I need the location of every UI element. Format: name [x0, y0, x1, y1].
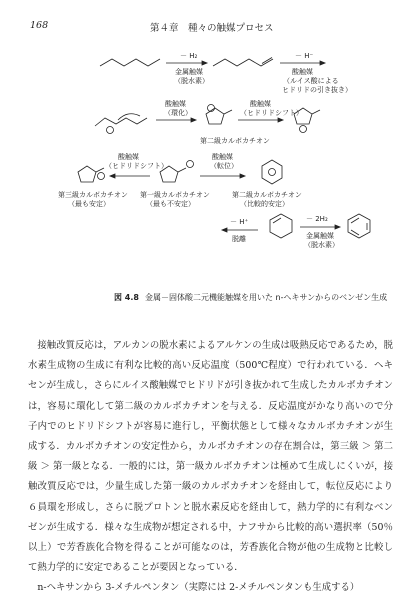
step7-label-bottom: 脱離	[232, 235, 246, 243]
primary-label-1: 第一級カルボカチオン	[140, 191, 210, 199]
step6-label-2: （転位）	[210, 162, 238, 170]
page-number: 168	[30, 20, 49, 31]
cyclohexyl-cation	[262, 160, 282, 184]
allyl-cation-structure	[95, 118, 147, 126]
page-header	[30, 20, 389, 36]
step5-label-2: （ヒドリドシフト）	[105, 162, 168, 170]
step4-label-2: （ヒドリドシフト）	[240, 109, 303, 117]
tertiary-label-2: （最も安定）	[68, 200, 110, 208]
cyclohexene-structure	[270, 214, 292, 238]
figure-label: 図 4.8	[114, 293, 139, 302]
paragraph-2: n-ヘキサンから 3-メチルペンタン（実際には 2-メチルペンタンも生成する）	[37, 582, 360, 594]
step1-label-b2: （脱水素）	[174, 77, 209, 85]
step2-label-b1: 酸触媒	[292, 68, 313, 76]
hexane-structure	[100, 59, 160, 66]
step2-label-top: － H⁻	[295, 52, 314, 60]
step5-label-1: 酸触媒	[118, 153, 139, 161]
tertiary-cation	[78, 166, 96, 182]
primary-label-2: （最も不安定）	[146, 200, 195, 208]
step3-label-1: 酸触媒	[165, 100, 186, 108]
reaction-scheme	[0, 44, 419, 270]
step2-label-b3: ヒドリドの引き抜き）	[282, 86, 352, 94]
step2-label-b2: （ルイス酸による	[283, 77, 339, 85]
step1-label-top: － H₂	[180, 52, 198, 60]
figure-caption-text: 金属－固体酸二元機能触媒を用いた n-ヘキサンからのベンゼン生成	[144, 293, 388, 302]
chapter-title: 第４章 種々の触媒プロセス	[150, 23, 274, 34]
secondary-cation-label: 第二級カルボカチオン	[200, 137, 270, 145]
step8-label-top: － 2H₂	[306, 215, 328, 223]
step7-label-top: － H⁺	[230, 218, 249, 226]
body-text	[28, 336, 393, 599]
step8-label-b1: 金属触媒	[306, 232, 334, 240]
secondary2-label-2: （比較的安定）	[240, 200, 289, 208]
step6-label-1: 酸触媒	[212, 153, 233, 161]
step4-label-1: 酸触媒	[250, 100, 271, 108]
tertiary-label-1: 第三級カルボカチオン	[58, 191, 128, 199]
secondary2-label-1: 第二級カルボカチオン	[232, 191, 302, 199]
step8-label-b2: （脱水素）	[304, 241, 339, 249]
figure-caption	[114, 292, 387, 304]
step1-label-b1: 金属触媒	[175, 68, 203, 76]
step3-label-2: （環化）	[164, 109, 192, 117]
paragraph-1: 接触改質反応は，アルカンの脱水素によるアルケンの生成は吸熱反応であるため，脱水素生成物の生成に有利な比較的高い反応温度（500℃程度）で行われている．ヘキセンが生成し，さらにルイス酸触媒でヒドリドが引き抜かれて生成したカルボカチオンは，容易に環化して第二級のカルボカチオンを与える．反応温度がかなり高いので分子内でのヒドリドシフトが容易に進行し，平衡状態として様々なカルボカチオンが生成する．カルボカチオンの安定性から，カルボカチオンの存在割合は，第三級 ＞ 第二級 ＞ 第一級となる．一般的には，第一級カルボカチオンは極めて生成しにくいが，接触改質反応では，少量生成した第一級のカルボカチオンを経由して，転位反応により６員環を形成し，さらに脱プロトンと脱水素反応を経由して，熱力学的に有利なベンゼンが生成する．様々な生成物が想定される中，ナフサから比較的高い選択率（50％以上）で芳香族化合物を得ることが可能なのは，芳香族化合物が他の生成物と比較して熱力学的に安定であることが要因となっている．	[28, 340, 393, 574]
